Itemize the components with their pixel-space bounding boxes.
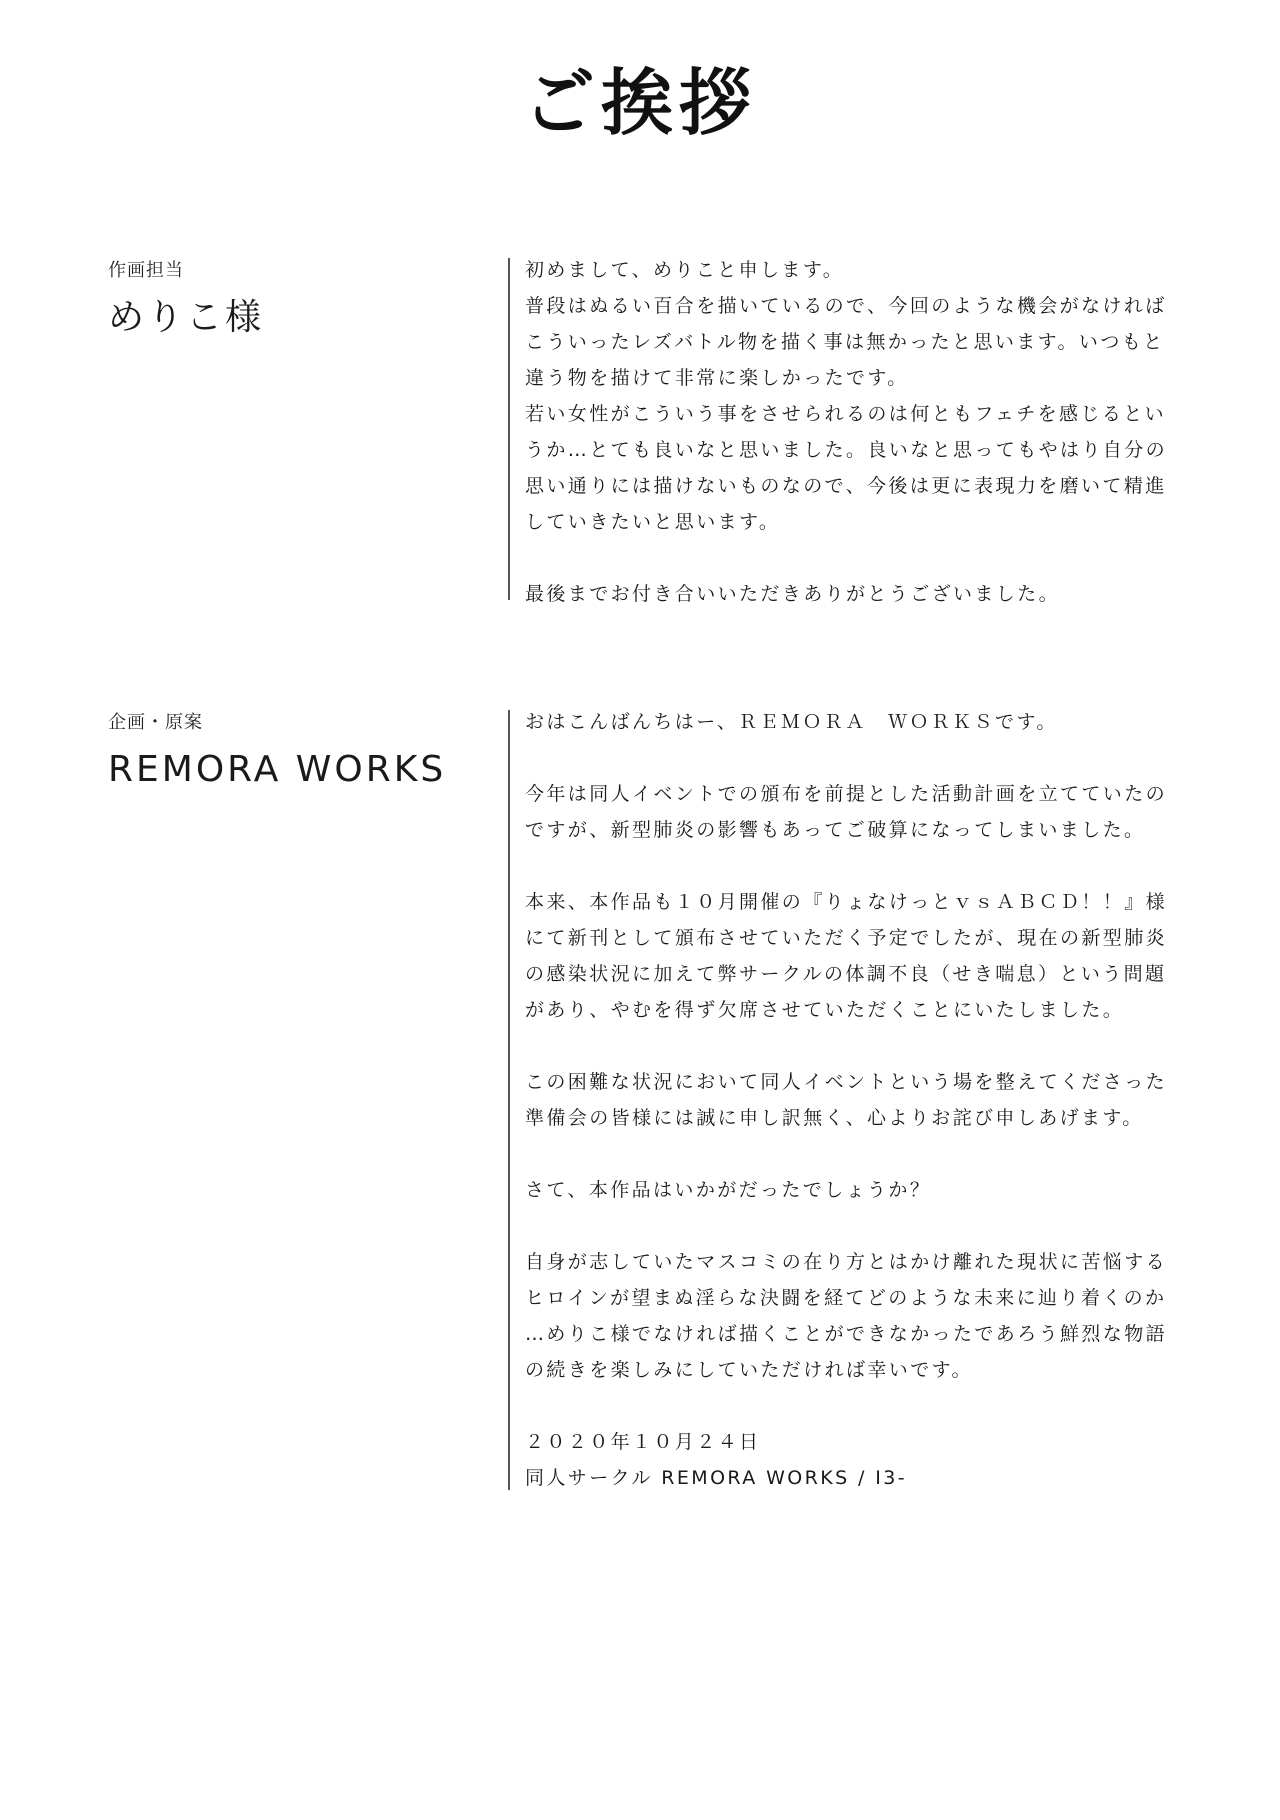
- paragraph: [525, 576, 1205, 612]
- text-line: 若い女性がこういう事をさせられるのは何ともフェチを感じるとい: [525, 403, 1167, 425]
- text-line: うか…とても良いなと思いました。良いなと思ってもやはり自分の: [525, 439, 1168, 461]
- paragraph: [525, 884, 1205, 1028]
- paragraph: [525, 252, 1205, 540]
- page-title: ご挨拶: [522, 60, 757, 145]
- text-line: この困難な状況において同人イベントという場を整えてくださった: [525, 1071, 1168, 1093]
- text-line: があり、やむを得ず欠席させていただくことにいたしました。: [525, 999, 1125, 1021]
- text-line: おはこんばんちはー、ＲＥＭＯＲＡ ＷＯＲＫＳです。: [525, 711, 1058, 733]
- text-line: 違う物を描けて非常に楽しかったです。: [525, 367, 909, 389]
- message-body: [525, 704, 1205, 1496]
- text-line: …めりこ様でなければ描くことができなかったであろう鮮烈な物語: [525, 1323, 1168, 1345]
- signature-author: 同人サークル REMORA WORKS / I3-: [525, 1467, 907, 1489]
- paragraph: [525, 1064, 1205, 1136]
- credit-name: めりこ様: [108, 297, 265, 338]
- text-line: さて、本作品はいかがだったでしょうか？: [525, 1179, 932, 1201]
- text-line: の感染状況に加えて弊サークルの体調不良（せき喘息）という問題: [525, 963, 1167, 985]
- text-line: していきたいと思います。: [525, 511, 781, 533]
- paragraph: [525, 1172, 1205, 1208]
- text-line: 自身が志していたマスコミの在り方とはかけ離れた現状に苦悩する: [525, 1251, 1168, 1273]
- paragraph: [525, 704, 1205, 740]
- text-line: 最後までお付き合いいただきありがとうございました。: [525, 583, 1061, 605]
- paragraph: [525, 1244, 1205, 1388]
- credit-header: [108, 710, 488, 792]
- message-body: [525, 252, 1205, 612]
- signature-block: [525, 1424, 1205, 1496]
- signature-date: ２０２０年１０月２４日: [525, 1431, 761, 1453]
- role-label: 作画担当: [108, 260, 184, 281]
- text-line: こういったレズバトル物を描く事は無かったと思います。いつもと: [525, 331, 1165, 353]
- paragraph: [525, 776, 1205, 848]
- text-line: 思い通りには描けないものなので、今後は更に表現力を磨いて精進: [525, 475, 1167, 497]
- text-line: 本来、本作品も１０月開催の『りょなけっとｖｓＡＢＣＤ！！』様: [525, 891, 1168, 913]
- section-divider: [508, 710, 510, 1490]
- text-line: ヒロインが望まぬ淫らな決闘を経てどのような未来に辿り着くのか: [525, 1287, 1167, 1309]
- text-line: ですが、新型肺炎の影響もあってご破算になってしまいました。: [525, 819, 1146, 841]
- role-label: 企画・原案: [108, 712, 203, 733]
- text-line: 今年は同人イベントでの頒布を前提とした活動計画を立てていたの: [525, 783, 1168, 805]
- text-line: 普段はぬるい百合を描いているので、今回のような機会がなければ: [525, 295, 1167, 317]
- text-line: にて新刊として頒布させていただく予定でしたが、現在の新型肺炎: [525, 927, 1168, 949]
- text-line: の続きを楽しみにしていただければ幸いです。: [525, 1359, 973, 1381]
- text-line: 初めまして、めりこと申します。: [525, 259, 845, 281]
- credit-header: [108, 258, 488, 340]
- credit-name: REMORA WORKS: [108, 749, 447, 790]
- section-divider: [508, 258, 510, 600]
- text-line: 準備会の皆様には誠に申し訳無く、心よりお詫び申しあげます。: [525, 1107, 1144, 1129]
